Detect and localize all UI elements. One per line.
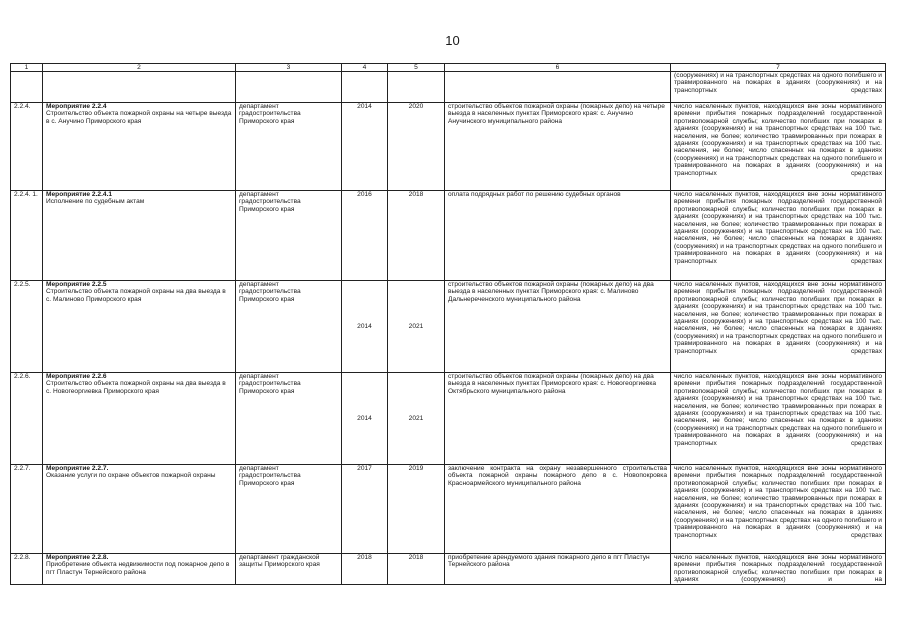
table-row xyxy=(11,103,886,191)
indicators-cell: число населенных пунктов, находящихся вне зоны нормативного времени прибытия пожарных подразделений государственной противопожарной службы; количество погибших при пожарах в зданиях (сооружениях) и на транспортных средствах на 100 тыс. населения, не более; количество травмированных при пожарах в зданиях (сооружениях) и на транспортных средствах на 100 тыс. населения, не более; число спасенных на пожарах в зданиях (сооружениях) и на транспортных средствах на одного погибшего и травмированного на пожарах в зданиях (сооружениях) и на транспортных средствах xyxy=(671,373,886,465)
column-header: 7 xyxy=(671,64,886,72)
measure-description: Строительство объекта пожарной охраны на два выезда в с. Новогеоргиевка Приморского края xyxy=(46,380,226,395)
measure-cell xyxy=(43,191,236,281)
measure-description: Строительство объекта пожарной охраны на четыре выезда в с. Анучино Приморского края xyxy=(46,110,232,125)
indicators-cell: число населенных пунктов, находящихся вне зоны нормативного времени прибытия пожарных подразделений государственной противопожарной службы; количество погибших при пожарах в зданиях (сооружениях) и на транспортных средствах на 100 тыс. населения, не более; количество травмированных при пожарах в зданиях (сооружениях) и на транспортных средствах на 100 тыс. населения, не более; число спасенных на пожарах в зданиях (сооружениях) и на транспортных средствах на одного погибшего и травмированного на пожарах в зданиях (сооружениях) и на транспортных средствах xyxy=(671,281,886,373)
indicators-cell: число населенных пунктов, находящихся вне зоны нормативного времени прибытия пожарных подразделений государственной противопожарной службы; количество погибших при пожарах в зданиях (сооружениях) и на транспортных средствах на 100 тыс. населения, не более; количество травмированных при пожарах в зданиях (сооружениях) и на транспортных средствах на 100 тыс. населения, не более; число спасенных на пожарах в зданиях (сооружениях) и на транспортных средствах на одного погибшего и травмированного на пожарах в зданиях (сооружениях) и на транспортных средствах xyxy=(671,191,886,281)
end-year: 2021 xyxy=(388,281,445,373)
measure-cell xyxy=(43,465,236,554)
measure-description: Исполнение по судебным актам xyxy=(46,198,145,206)
indicators-cell: число населенных пунктов, находящихся вне зоны нормативного времени прибытия пожарных подразделений государственной противопожарной службы; количество погибших при пожарах в зданиях (сооружениях) и на xyxy=(671,554,886,585)
end-year: 2018 xyxy=(388,191,445,281)
start-year: 2016 xyxy=(342,191,388,281)
column-header: 6 xyxy=(445,64,671,72)
responsible-department: департамент градостроительства Приморского края xyxy=(236,191,342,281)
expected-result: строительство объектов пожарной охраны (пожарных депо) на два выезда в населенных пунктах Приморского края: с. Малиново Дальнереченского муниципального района xyxy=(445,281,671,373)
measure-description: Строительство объекта пожарной охраны на два выезда в с. Малиново Приморского края xyxy=(46,288,226,303)
expected-result: приобретение арендуемого здания пожарного депо в пгт Пластун Тернейского района xyxy=(445,554,671,585)
expected-result: строительство объектов пожарной охраны (пожарных депо) на два выезда в населенных пунктах Приморского края: с. Новогеоргиевка Октябрьского муниципального района xyxy=(445,373,671,465)
measure-cell xyxy=(43,281,236,373)
measure-cell xyxy=(43,554,236,585)
measure-cell xyxy=(43,373,236,465)
start-year: 2017 xyxy=(342,465,388,554)
measures-table xyxy=(10,63,886,585)
column-numbers-row xyxy=(11,64,886,72)
measure-title: Мероприятие 2.2.5 xyxy=(46,281,107,288)
column-header: 2 xyxy=(43,64,236,72)
row-number: 2.2.7. xyxy=(11,465,43,554)
column-header: 1 xyxy=(11,64,43,72)
table-row xyxy=(11,554,886,585)
table-row xyxy=(11,465,886,554)
table-row xyxy=(11,191,886,281)
end-year: 2020 xyxy=(388,103,445,191)
end-year: 2019 xyxy=(388,465,445,554)
row-number: 2.2.4. xyxy=(11,103,43,191)
column-header: 4 xyxy=(342,64,388,72)
measure-description: Оказание услуги по охране объектов пожарной охраны xyxy=(46,472,216,480)
measure-description: Приобретение объекта недвижимости под пожарное депо в пгт Пластун Тернейского района xyxy=(46,561,230,576)
indicators-cell: число населенных пунктов, находящихся вне зоны нормативного времени прибытия пожарных подразделений государственной противопожарной службы; количество погибших при пожарах в зданиях (сооружениях) и на транспортных средствах на 100 тыс. населения, не более; количество травмированных при пожарах в зданиях (сооружениях) и на транспортных средствах на 100 тыс. населения, не более; число спасенных на пожарах в зданиях (сооружениях) и на транспортных средствах на одного погибшего и травмированного на пожарах в зданиях (сооружениях) и на транспортных средствах xyxy=(671,465,886,554)
measure-title: Мероприятие 2.2.8. xyxy=(46,554,109,561)
row-number: 2.2.8. xyxy=(11,554,43,585)
expected-result: строительство объектов пожарной охраны (пожарных депо) на четыре выезда в населенных пунктах Приморского края: с. Анучино Анучинского муниципального района xyxy=(445,103,671,191)
responsible-department: департамент градостроительства Приморского края xyxy=(236,103,342,191)
table-row xyxy=(11,373,886,465)
responsible-department: департамент градостроительства Приморского края xyxy=(236,465,342,554)
responsible-department: департамент градостроительства Приморского края xyxy=(236,373,342,465)
responsible-department: департамент градостроительства Приморского края xyxy=(236,281,342,373)
measure-cell xyxy=(43,103,236,191)
measure-title: Мероприятие 2.2.4 xyxy=(46,103,107,110)
end-year: 2021 xyxy=(388,373,445,465)
row-number: 2.2.5. xyxy=(11,281,43,373)
measure-title: Мероприятие 2.2.4.1 xyxy=(46,191,113,198)
expected-result: оплата подрядных работ по решению судебных органов xyxy=(445,191,671,281)
continuation-row xyxy=(11,72,886,103)
start-year: 2014 xyxy=(342,281,388,373)
row-number: 2.2.6. xyxy=(11,373,43,465)
start-year: 2014 xyxy=(342,103,388,191)
start-year: 2014 xyxy=(342,373,388,465)
expected-result: заключение контракта на охрану незавершенного строительства объекта пожарной охраны пожарного депо в с. Новопокровка Красноармейского муниципального района xyxy=(445,465,671,554)
measure-title: Мероприятие 2.2.6 xyxy=(46,373,107,380)
table-row xyxy=(11,281,886,373)
column-header: 3 xyxy=(236,64,342,72)
measure-title: Мероприятие 2.2.7. xyxy=(46,465,109,472)
start-year: 2018 xyxy=(342,554,388,585)
indicators-cell: (сооружениях) и на транспортных средствах на одного погибшего и травмированного на пожарах в зданиях (сооружениях) и на транспортных средствах xyxy=(671,72,886,103)
column-header: 5 xyxy=(388,64,445,72)
responsible-department: департамент гражданской защиты Приморского края xyxy=(236,554,342,585)
row-number: 2.2.4. 1. xyxy=(11,191,43,281)
indicators-cell: число населенных пунктов, находящихся вне зоны нормативного времени прибытия пожарных подразделений государственной противопожарной службы; количество погибших при пожарах в зданиях (сооружениях) и на транспортных средствах на 100 тыс. населения, не более; количество травмированных при пожарах в зданиях (сооружениях) и на транспортных средствах на 100 тыс. населения, не более; число спасенных на пожарах в зданиях (сооружениях) и на транспортных средствах на одного погибшего и травмированного на пожарах в зданиях (сооружениях) и на транспортных средствах xyxy=(671,103,886,191)
end-year: 2018 xyxy=(388,554,445,585)
page-number: 10 xyxy=(445,33,460,48)
